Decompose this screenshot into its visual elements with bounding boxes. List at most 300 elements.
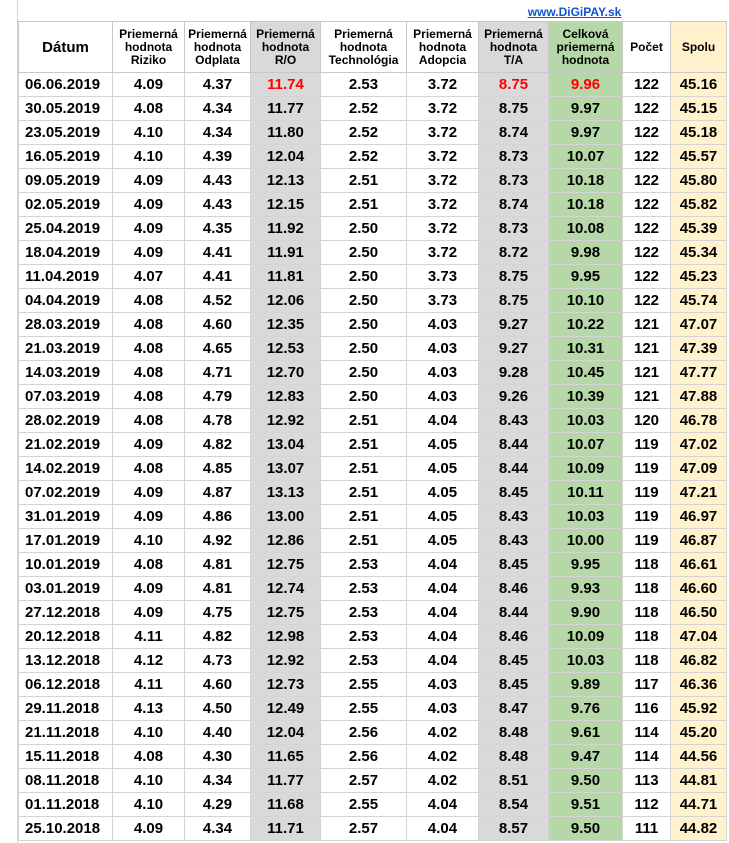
cell-ro[interactable]: 12.75 <box>251 553 321 577</box>
cell-riziko[interactable]: 4.10 <box>113 529 185 553</box>
cell-pocet[interactable]: 118 <box>623 601 671 625</box>
cell-celkova[interactable]: 9.50 <box>549 769 623 793</box>
cell-spolu[interactable]: 47.77 <box>671 361 727 385</box>
cell-ta[interactable]: 8.74 <box>479 193 549 217</box>
cell-pocet[interactable]: 122 <box>623 121 671 145</box>
cell-spolu[interactable]: 47.07 <box>671 313 727 337</box>
cell-pocet[interactable]: 122 <box>623 241 671 265</box>
cell-spolu[interactable]: 46.36 <box>671 673 727 697</box>
cell-riziko[interactable]: 4.09 <box>113 217 185 241</box>
cell-ro[interactable]: 11.77 <box>251 97 321 121</box>
cell-celkova[interactable]: 10.09 <box>549 625 623 649</box>
cell-adopcia[interactable]: 4.05 <box>407 505 479 529</box>
cell-riziko[interactable]: 4.08 <box>113 385 185 409</box>
cell-technologia[interactable]: 2.51 <box>321 505 407 529</box>
cell-adopcia[interactable]: 4.02 <box>407 769 479 793</box>
cell-riziko[interactable]: 4.08 <box>113 97 185 121</box>
cell-technologia[interactable]: 2.53 <box>321 625 407 649</box>
header-spolu[interactable]: Spolu <box>671 22 727 73</box>
cell-technologia[interactable]: 2.56 <box>321 721 407 745</box>
cell-odplata[interactable]: 4.75 <box>185 601 251 625</box>
cell-datum[interactable]: 14.03.2019 <box>19 361 113 385</box>
cell-ro[interactable]: 12.13 <box>251 169 321 193</box>
cell-adopcia[interactable]: 3.72 <box>407 169 479 193</box>
cell-pocet[interactable]: 121 <box>623 385 671 409</box>
cell-technologia[interactable]: 2.51 <box>321 169 407 193</box>
cell-datum[interactable]: 09.05.2019 <box>19 169 113 193</box>
cell-celkova[interactable]: 10.45 <box>549 361 623 385</box>
cell-adopcia[interactable]: 4.04 <box>407 649 479 673</box>
header-odplata[interactable]: Priemerná hodnota Odplata <box>185 22 251 73</box>
cell-odplata[interactable]: 4.85 <box>185 457 251 481</box>
cell-spolu[interactable]: 46.97 <box>671 505 727 529</box>
cell-ro[interactable]: 13.07 <box>251 457 321 481</box>
cell-celkova[interactable]: 10.07 <box>549 145 623 169</box>
header-celkova[interactable]: Celková priemerná hodnota <box>549 22 623 73</box>
cell-ro[interactable]: 12.92 <box>251 409 321 433</box>
cell-ro[interactable]: 11.77 <box>251 769 321 793</box>
cell-spolu[interactable]: 47.04 <box>671 625 727 649</box>
cell-riziko[interactable]: 4.08 <box>113 553 185 577</box>
cell-technologia[interactable]: 2.51 <box>321 193 407 217</box>
cell-ta[interactable]: 8.44 <box>479 457 549 481</box>
cell-riziko[interactable]: 4.08 <box>113 361 185 385</box>
cell-ro[interactable]: 11.91 <box>251 241 321 265</box>
cell-adopcia[interactable]: 3.72 <box>407 241 479 265</box>
cell-ta[interactable]: 8.44 <box>479 433 549 457</box>
cell-adopcia[interactable]: 4.05 <box>407 457 479 481</box>
cell-pocet[interactable]: 118 <box>623 553 671 577</box>
cell-ro[interactable]: 12.15 <box>251 193 321 217</box>
cell-pocet[interactable]: 114 <box>623 721 671 745</box>
cell-riziko[interactable]: 4.08 <box>113 313 185 337</box>
cell-ro[interactable]: 11.74 <box>251 73 321 97</box>
cell-pocet[interactable]: 121 <box>623 361 671 385</box>
cell-riziko[interactable]: 4.11 <box>113 673 185 697</box>
cell-spolu[interactable]: 45.92 <box>671 697 727 721</box>
cell-riziko[interactable]: 4.09 <box>113 433 185 457</box>
cell-adopcia[interactable]: 3.73 <box>407 289 479 313</box>
cell-adopcia[interactable]: 4.02 <box>407 721 479 745</box>
cell-adopcia[interactable]: 4.03 <box>407 361 479 385</box>
cell-datum[interactable]: 02.05.2019 <box>19 193 113 217</box>
cell-technologia[interactable]: 2.53 <box>321 601 407 625</box>
cell-technologia[interactable]: 2.55 <box>321 697 407 721</box>
cell-spolu[interactable]: 47.09 <box>671 457 727 481</box>
cell-datum[interactable]: 27.12.2018 <box>19 601 113 625</box>
cell-odplata[interactable]: 4.34 <box>185 121 251 145</box>
cell-ta[interactable]: 8.44 <box>479 601 549 625</box>
cell-odplata[interactable]: 4.60 <box>185 673 251 697</box>
cell-adopcia[interactable]: 3.73 <box>407 265 479 289</box>
cell-odplata[interactable]: 4.60 <box>185 313 251 337</box>
cell-odplata[interactable]: 4.41 <box>185 241 251 265</box>
cell-technologia[interactable]: 2.50 <box>321 385 407 409</box>
cell-datum[interactable]: 08.11.2018 <box>19 769 113 793</box>
cell-ro[interactable]: 11.92 <box>251 217 321 241</box>
cell-riziko[interactable]: 4.08 <box>113 337 185 361</box>
cell-odplata[interactable]: 4.50 <box>185 697 251 721</box>
cell-datum[interactable]: 25.04.2019 <box>19 217 113 241</box>
cell-ro[interactable]: 12.04 <box>251 721 321 745</box>
cell-ta[interactable]: 8.45 <box>479 649 549 673</box>
cell-pocet[interactable]: 122 <box>623 169 671 193</box>
cell-spolu[interactable]: 45.82 <box>671 193 727 217</box>
cell-riziko[interactable]: 4.09 <box>113 577 185 601</box>
cell-riziko[interactable]: 4.10 <box>113 721 185 745</box>
cell-technologia[interactable]: 2.53 <box>321 577 407 601</box>
cell-datum[interactable]: 18.04.2019 <box>19 241 113 265</box>
cell-pocet[interactable]: 119 <box>623 529 671 553</box>
cell-pocet[interactable]: 119 <box>623 433 671 457</box>
cell-riziko[interactable]: 4.09 <box>113 241 185 265</box>
cell-odplata[interactable]: 4.43 <box>185 193 251 217</box>
cell-ro[interactable]: 11.68 <box>251 793 321 817</box>
cell-ta[interactable]: 8.54 <box>479 793 549 817</box>
cell-ro[interactable]: 11.81 <box>251 265 321 289</box>
cell-celkova[interactable]: 9.95 <box>549 265 623 289</box>
cell-ta[interactable]: 8.73 <box>479 217 549 241</box>
cell-spolu[interactable]: 46.61 <box>671 553 727 577</box>
cell-spolu[interactable]: 45.39 <box>671 217 727 241</box>
cell-ta[interactable]: 8.75 <box>479 97 549 121</box>
cell-datum[interactable]: 13.12.2018 <box>19 649 113 673</box>
cell-riziko[interactable]: 4.09 <box>113 193 185 217</box>
cell-technologia[interactable]: 2.51 <box>321 457 407 481</box>
cell-celkova[interactable]: 10.39 <box>549 385 623 409</box>
digipay-link[interactable]: www.DiGiPAY.sk <box>527 5 622 19</box>
cell-ta[interactable]: 9.27 <box>479 313 549 337</box>
cell-technologia[interactable]: 2.51 <box>321 481 407 505</box>
cell-riziko[interactable]: 4.10 <box>113 121 185 145</box>
cell-pocet[interactable]: 122 <box>623 265 671 289</box>
cell-celkova[interactable]: 10.03 <box>549 649 623 673</box>
cell-celkova[interactable]: 10.03 <box>549 409 623 433</box>
cell-datum[interactable]: 01.11.2018 <box>19 793 113 817</box>
cell-adopcia[interactable]: 4.03 <box>407 385 479 409</box>
cell-spolu[interactable]: 44.81 <box>671 769 727 793</box>
cell-riziko[interactable]: 4.11 <box>113 625 185 649</box>
cell-odplata[interactable]: 4.30 <box>185 745 251 769</box>
cell-celkova[interactable]: 10.07 <box>549 433 623 457</box>
cell-ta[interactable]: 8.45 <box>479 553 549 577</box>
cell-datum[interactable]: 30.05.2019 <box>19 97 113 121</box>
cell-pocet[interactable]: 113 <box>623 769 671 793</box>
cell-odplata[interactable]: 4.34 <box>185 817 251 841</box>
cell-technologia[interactable]: 2.53 <box>321 649 407 673</box>
cell-technologia[interactable]: 2.50 <box>321 337 407 361</box>
cell-technologia[interactable]: 2.51 <box>321 433 407 457</box>
cell-ta[interactable]: 8.43 <box>479 409 549 433</box>
cell-ta[interactable]: 9.26 <box>479 385 549 409</box>
cell-pocet[interactable]: 122 <box>623 217 671 241</box>
cell-pocet[interactable]: 118 <box>623 625 671 649</box>
cell-spolu[interactable]: 45.20 <box>671 721 727 745</box>
cell-odplata[interactable]: 4.52 <box>185 289 251 313</box>
cell-datum[interactable]: 20.12.2018 <box>19 625 113 649</box>
cell-riziko[interactable]: 4.08 <box>113 409 185 433</box>
cell-technologia[interactable]: 2.53 <box>321 553 407 577</box>
cell-odplata[interactable]: 4.39 <box>185 145 251 169</box>
cell-pocet[interactable]: 122 <box>623 193 671 217</box>
cell-datum[interactable]: 15.11.2018 <box>19 745 113 769</box>
cell-datum[interactable]: 10.01.2019 <box>19 553 113 577</box>
header-ro[interactable]: Priemerná hodnota R/O <box>251 22 321 73</box>
cell-ro[interactable]: 12.92 <box>251 649 321 673</box>
cell-riziko[interactable]: 4.09 <box>113 481 185 505</box>
cell-odplata[interactable]: 4.92 <box>185 529 251 553</box>
cell-celkova[interactable]: 10.11 <box>549 481 623 505</box>
cell-pocet[interactable]: 118 <box>623 577 671 601</box>
cell-pocet[interactable]: 114 <box>623 745 671 769</box>
cell-ta[interactable]: 8.48 <box>479 745 549 769</box>
cell-celkova[interactable]: 10.09 <box>549 457 623 481</box>
cell-ta[interactable]: 8.75 <box>479 289 549 313</box>
cell-spolu[interactable]: 47.88 <box>671 385 727 409</box>
cell-pocet[interactable]: 116 <box>623 697 671 721</box>
cell-spolu[interactable]: 46.50 <box>671 601 727 625</box>
cell-adopcia[interactable]: 4.02 <box>407 745 479 769</box>
cell-technologia[interactable]: 2.52 <box>321 97 407 121</box>
cell-celkova[interactable]: 10.18 <box>549 169 623 193</box>
cell-odplata[interactable]: 4.40 <box>185 721 251 745</box>
cell-technologia[interactable]: 2.53 <box>321 73 407 97</box>
cell-odplata[interactable]: 4.82 <box>185 433 251 457</box>
cell-datum[interactable]: 21.02.2019 <box>19 433 113 457</box>
cell-adopcia[interactable]: 4.04 <box>407 601 479 625</box>
cell-datum[interactable]: 29.11.2018 <box>19 697 113 721</box>
header-ta[interactable]: Priemerná hodnota T/A <box>479 22 549 73</box>
cell-adopcia[interactable]: 4.04 <box>407 553 479 577</box>
header-riziko[interactable]: Priemerná hodnota Riziko <box>113 22 185 73</box>
cell-riziko[interactable]: 4.10 <box>113 145 185 169</box>
cell-datum[interactable]: 28.02.2019 <box>19 409 113 433</box>
cell-celkova[interactable]: 10.31 <box>549 337 623 361</box>
cell-ta[interactable]: 8.57 <box>479 817 549 841</box>
cell-odplata[interactable]: 4.41 <box>185 265 251 289</box>
cell-ta[interactable]: 8.75 <box>479 265 549 289</box>
cell-datum[interactable]: 21.03.2019 <box>19 337 113 361</box>
cell-celkova[interactable]: 9.76 <box>549 697 623 721</box>
cell-odplata[interactable]: 4.78 <box>185 409 251 433</box>
cell-adopcia[interactable]: 3.72 <box>407 97 479 121</box>
cell-pocet[interactable]: 120 <box>623 409 671 433</box>
cell-technologia[interactable]: 2.50 <box>321 313 407 337</box>
cell-celkova[interactable]: 10.10 <box>549 289 623 313</box>
cell-ro[interactable]: 12.98 <box>251 625 321 649</box>
cell-celkova[interactable]: 9.97 <box>549 97 623 121</box>
cell-adopcia[interactable]: 4.03 <box>407 673 479 697</box>
cell-pocet[interactable]: 119 <box>623 457 671 481</box>
cell-celkova[interactable]: 9.47 <box>549 745 623 769</box>
cell-ta[interactable]: 8.74 <box>479 121 549 145</box>
cell-pocet[interactable]: 121 <box>623 313 671 337</box>
cell-riziko[interactable]: 4.09 <box>113 817 185 841</box>
cell-odplata[interactable]: 4.37 <box>185 73 251 97</box>
cell-ta[interactable]: 8.73 <box>479 145 549 169</box>
cell-riziko[interactable]: 4.10 <box>113 769 185 793</box>
cell-ta[interactable]: 8.75 <box>479 73 549 97</box>
cell-datum[interactable]: 06.06.2019 <box>19 73 113 97</box>
cell-technologia[interactable]: 2.52 <box>321 145 407 169</box>
cell-odplata[interactable]: 4.29 <box>185 793 251 817</box>
cell-spolu[interactable]: 45.16 <box>671 73 727 97</box>
cell-spolu[interactable]: 45.57 <box>671 145 727 169</box>
cell-riziko[interactable]: 4.10 <box>113 793 185 817</box>
cell-celkova[interactable]: 9.95 <box>549 553 623 577</box>
cell-pocet[interactable]: 122 <box>623 145 671 169</box>
cell-adopcia[interactable]: 4.04 <box>407 409 479 433</box>
cell-datum[interactable]: 04.04.2019 <box>19 289 113 313</box>
cell-adopcia[interactable]: 4.03 <box>407 313 479 337</box>
cell-odplata[interactable]: 4.34 <box>185 769 251 793</box>
cell-riziko[interactable]: 4.08 <box>113 289 185 313</box>
cell-odplata[interactable]: 4.79 <box>185 385 251 409</box>
cell-pocet[interactable]: 121 <box>623 337 671 361</box>
cell-ta[interactable]: 8.72 <box>479 241 549 265</box>
cell-pocet[interactable]: 122 <box>623 97 671 121</box>
cell-spolu[interactable]: 46.60 <box>671 577 727 601</box>
cell-odplata[interactable]: 4.73 <box>185 649 251 673</box>
cell-technologia[interactable]: 2.51 <box>321 529 407 553</box>
cell-celkova[interactable]: 9.50 <box>549 817 623 841</box>
cell-celkova[interactable]: 10.03 <box>549 505 623 529</box>
cell-adopcia[interactable]: 4.05 <box>407 529 479 553</box>
cell-spolu[interactable]: 44.56 <box>671 745 727 769</box>
cell-celkova[interactable]: 9.61 <box>549 721 623 745</box>
cell-riziko[interactable]: 4.08 <box>113 745 185 769</box>
cell-adopcia[interactable]: 4.05 <box>407 481 479 505</box>
cell-ro[interactable]: 12.74 <box>251 577 321 601</box>
cell-ta[interactable]: 8.73 <box>479 169 549 193</box>
cell-adopcia[interactable]: 4.03 <box>407 697 479 721</box>
cell-ta[interactable]: 9.28 <box>479 361 549 385</box>
header-technologia[interactable]: Priemerná hodnota Technológia <box>321 22 407 73</box>
cell-celkova[interactable]: 9.89 <box>549 673 623 697</box>
cell-celkova[interactable]: 9.96 <box>549 73 623 97</box>
cell-pocet[interactable]: 111 <box>623 817 671 841</box>
cell-spolu[interactable]: 47.02 <box>671 433 727 457</box>
cell-adopcia[interactable]: 4.04 <box>407 577 479 601</box>
cell-spolu[interactable]: 44.82 <box>671 817 727 841</box>
cell-adopcia[interactable]: 3.72 <box>407 145 479 169</box>
cell-ro[interactable]: 13.04 <box>251 433 321 457</box>
cell-technologia[interactable]: 2.52 <box>321 121 407 145</box>
cell-odplata[interactable]: 4.71 <box>185 361 251 385</box>
cell-ta[interactable]: 8.45 <box>479 673 549 697</box>
cell-ta[interactable]: 8.48 <box>479 721 549 745</box>
cell-ta[interactable]: 8.47 <box>479 697 549 721</box>
cell-technologia[interactable]: 2.50 <box>321 289 407 313</box>
cell-datum[interactable]: 16.05.2019 <box>19 145 113 169</box>
cell-ro[interactable]: 12.86 <box>251 529 321 553</box>
cell-technologia[interactable]: 2.57 <box>321 769 407 793</box>
cell-datum[interactable]: 21.11.2018 <box>19 721 113 745</box>
cell-ro[interactable]: 13.00 <box>251 505 321 529</box>
cell-odplata[interactable]: 4.65 <box>185 337 251 361</box>
cell-celkova[interactable]: 10.22 <box>549 313 623 337</box>
cell-celkova[interactable]: 9.90 <box>549 601 623 625</box>
cell-adopcia[interactable]: 3.72 <box>407 193 479 217</box>
cell-adopcia[interactable]: 3.72 <box>407 73 479 97</box>
cell-odplata[interactable]: 4.43 <box>185 169 251 193</box>
cell-pocet[interactable]: 119 <box>623 505 671 529</box>
cell-ta[interactable]: 8.43 <box>479 505 549 529</box>
cell-datum[interactable]: 07.03.2019 <box>19 385 113 409</box>
cell-ta[interactable]: 8.46 <box>479 577 549 601</box>
cell-odplata[interactable]: 4.81 <box>185 577 251 601</box>
cell-riziko[interactable]: 4.12 <box>113 649 185 673</box>
cell-spolu[interactable]: 44.71 <box>671 793 727 817</box>
cell-riziko[interactable]: 4.08 <box>113 457 185 481</box>
cell-riziko[interactable]: 4.09 <box>113 601 185 625</box>
cell-ta[interactable]: 8.45 <box>479 481 549 505</box>
cell-spolu[interactable]: 45.15 <box>671 97 727 121</box>
cell-technologia[interactable]: 2.50 <box>321 241 407 265</box>
cell-ta[interactable]: 9.27 <box>479 337 549 361</box>
cell-odplata[interactable]: 4.86 <box>185 505 251 529</box>
cell-datum[interactable]: 25.10.2018 <box>19 817 113 841</box>
cell-datum[interactable]: 14.02.2019 <box>19 457 113 481</box>
cell-odplata[interactable]: 4.35 <box>185 217 251 241</box>
cell-riziko[interactable]: 4.07 <box>113 265 185 289</box>
cell-celkova[interactable]: 10.00 <box>549 529 623 553</box>
cell-datum[interactable]: 28.03.2019 <box>19 313 113 337</box>
cell-spolu[interactable]: 45.74 <box>671 289 727 313</box>
cell-technologia[interactable]: 2.51 <box>321 409 407 433</box>
cell-ro[interactable]: 12.70 <box>251 361 321 385</box>
cell-technologia[interactable]: 2.50 <box>321 361 407 385</box>
cell-spolu[interactable]: 47.39 <box>671 337 727 361</box>
cell-datum[interactable]: 23.05.2019 <box>19 121 113 145</box>
cell-ro[interactable]: 12.49 <box>251 697 321 721</box>
cell-ro[interactable]: 12.53 <box>251 337 321 361</box>
cell-pocet[interactable]: 122 <box>623 289 671 313</box>
cell-technologia[interactable]: 2.50 <box>321 265 407 289</box>
cell-odplata[interactable]: 4.87 <box>185 481 251 505</box>
cell-pocet[interactable]: 122 <box>623 73 671 97</box>
cell-celkova[interactable]: 9.98 <box>549 241 623 265</box>
cell-adopcia[interactable]: 4.04 <box>407 793 479 817</box>
cell-riziko[interactable]: 4.09 <box>113 505 185 529</box>
header-pocet[interactable]: Počet <box>623 22 671 73</box>
cell-ro[interactable]: 12.06 <box>251 289 321 313</box>
cell-riziko[interactable]: 4.09 <box>113 73 185 97</box>
cell-datum[interactable]: 03.01.2019 <box>19 577 113 601</box>
cell-ta[interactable]: 8.46 <box>479 625 549 649</box>
cell-ro[interactable]: 12.35 <box>251 313 321 337</box>
cell-spolu[interactable]: 45.80 <box>671 169 727 193</box>
cell-technologia[interactable]: 2.55 <box>321 673 407 697</box>
cell-ro[interactable]: 12.75 <box>251 601 321 625</box>
cell-technologia[interactable]: 2.50 <box>321 217 407 241</box>
cell-datum[interactable]: 17.01.2019 <box>19 529 113 553</box>
cell-celkova[interactable]: 9.93 <box>549 577 623 601</box>
cell-datum[interactable]: 07.02.2019 <box>19 481 113 505</box>
cell-ro[interactable]: 13.13 <box>251 481 321 505</box>
cell-pocet[interactable]: 117 <box>623 673 671 697</box>
cell-ro[interactable]: 12.83 <box>251 385 321 409</box>
cell-technologia[interactable]: 2.57 <box>321 817 407 841</box>
cell-spolu[interactable]: 45.18 <box>671 121 727 145</box>
cell-spolu[interactable]: 46.82 <box>671 649 727 673</box>
cell-ro[interactable]: 11.65 <box>251 745 321 769</box>
cell-ro[interactable]: 12.04 <box>251 145 321 169</box>
cell-pocet[interactable]: 112 <box>623 793 671 817</box>
cell-odplata[interactable]: 4.34 <box>185 97 251 121</box>
cell-ta[interactable]: 8.43 <box>479 529 549 553</box>
cell-spolu[interactable]: 46.87 <box>671 529 727 553</box>
